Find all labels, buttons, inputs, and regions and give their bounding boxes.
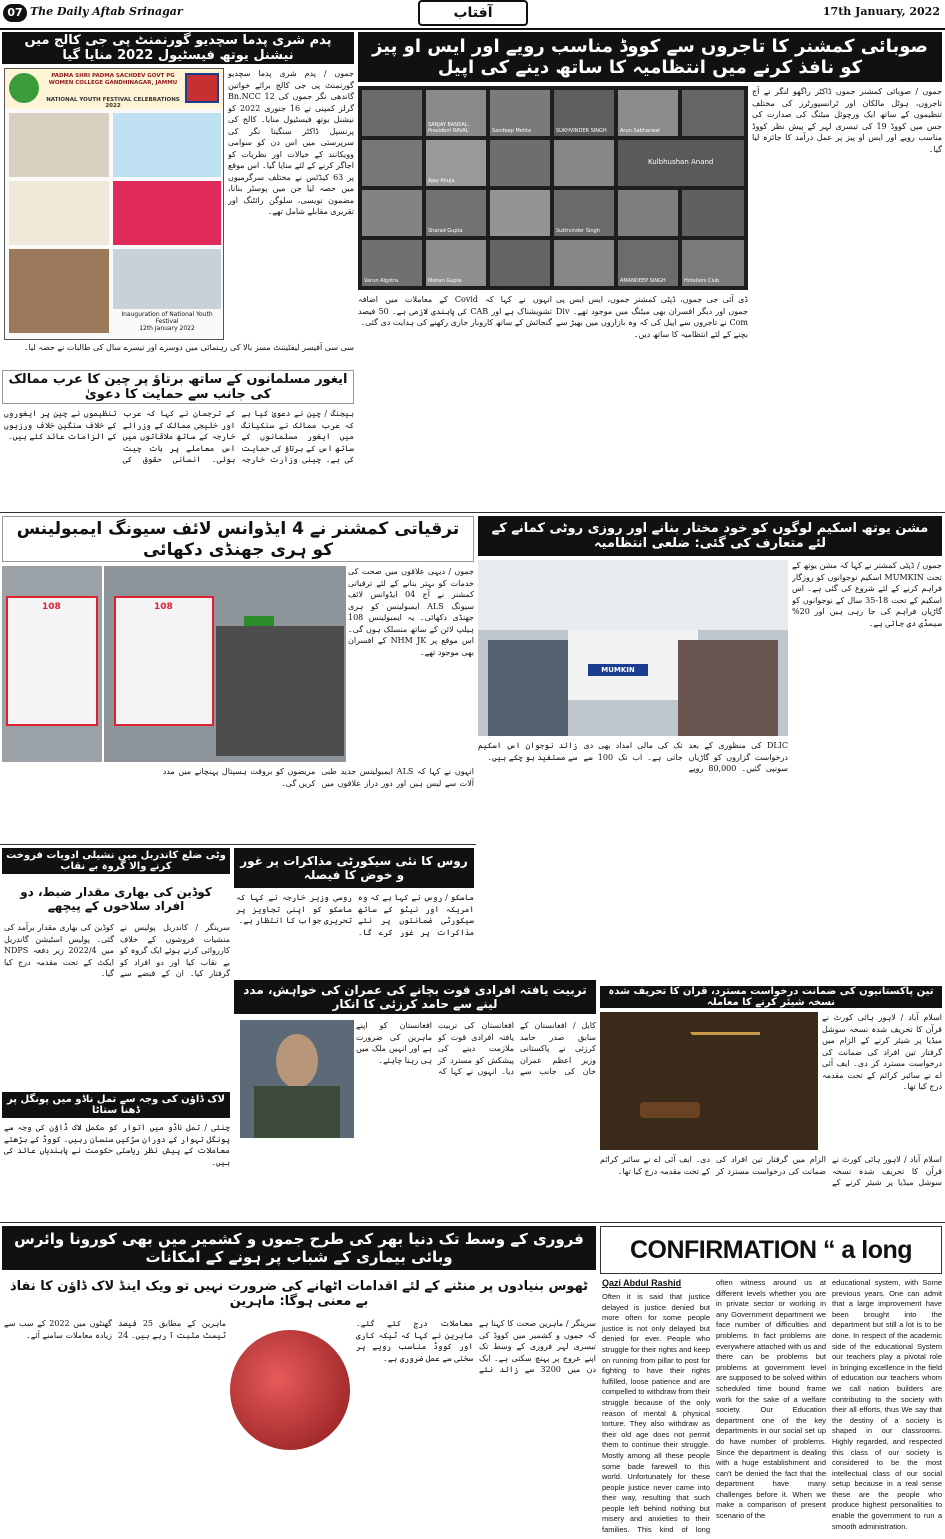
- ambulance-vehicle: [114, 596, 214, 726]
- covid-headline: فروری کے وسط تک دنیا بھر کی طرح جموں و کشمیر میں بھی کورونا وائرس وبائی بیماری کے شباب پر ہونے کے امکانات: [2, 1226, 596, 1270]
- poster-date: 12th January 2022: [139, 325, 195, 332]
- confirmation-headline: CONFIRMATION “ a long: [600, 1226, 942, 1274]
- drugs-headline: وٹی ضلع کاندربل میں نشیلی ادویات فروخت کرنے والا گروہ بے نقاب: [2, 848, 230, 874]
- div-com-headline: صوبائی کمشنر کا تاجروں سے کووڈ مناسب رویے اور ایس او پیز کو نافذ کرنے میں انتظامیہ کا ساتھ دینے کی اپیل: [358, 32, 942, 82]
- youth-festival-footer: سی سی آفیسر لیفٹیننٹ مسز بالا کی رہنمائی میں دوسرے اور تیسرے سال کی طالبات نے حصہ لیا۔: [23, 343, 354, 352]
- video-tile: [490, 140, 550, 186]
- video-tile-label: SANJAY BANSAL, President RAVAL: [428, 122, 470, 134]
- drugs-body: سرینگر / کاندربل پولیس نے منشیات فروشوں کے خلاف کارروائی کرتے ہوئے ایک گروہ کو بے نقاب کیا اور دو افراد کو گرفتار کیا۔ ان کے قبضے سے کوڈین کی بھاری مقدار برآمد کی گئی۔ پولیس اسٹیشن گاندربل میں 2022/4 زیر دفعہ NDPS ایکٹ کے تحت مقدمہ درج کیا گیا۔: [4, 923, 230, 978]
- pongal-headline: لاک ڈاؤن کی وجہ سے تمل ناڈو میں پونگل پر ڈھنا ستاٹا: [2, 1092, 230, 1118]
- video-tile-label: Sukhvinder Singh: [556, 228, 600, 234]
- div-com-body-column-1: جموں / صوبائی کمشنر جموں ڈاکٹر راگھو لنگر نے آج تاجروں، ہوٹل مالکان اور ٹرانسپورٹرز کی مختلف تنظیموں کے ساتھ ایک ورچوئل میٹنگ کی صدارت کی جس میں کووڈ 19 کی تیسری لہر کے پیش نظر کووڈ مناسب رویے اور ایس او پیز پر عمل درآمد کا جائزہ لیا گیا۔: [752, 87, 942, 154]
- video-tile-label: Arun Sabharwal: [620, 128, 660, 134]
- confirmation-column-2: often witness around us at different levels whether you are in private sector or working in any Government department we face number of difficulties and problems. In fact problems are everywhere attached with us and there can be problems but problems at government level are supposed to be solved within scheduled time bound frame work for the sake of a welfare society. Our Education department one of the key departments in our social set up do have number of problems. Since the department is dealing with a huge establishment and can't be denied the fact that the department have many challenges before it. When we make a comparison of present scenario of the: [716, 1278, 826, 1521]
- ambulance-photo-left: [2, 566, 102, 762]
- video-tile: [490, 90, 550, 136]
- poster-emblem-icon: [9, 73, 39, 103]
- video-tile-label: Mohan Gupta: [428, 278, 462, 284]
- poster-image-drawing: [9, 113, 109, 177]
- poster-image-inauguration: [113, 249, 221, 309]
- coronavirus-illustration: [230, 1330, 350, 1450]
- poster-caption: Inauguration of National Youth Festival: [121, 311, 213, 325]
- video-tile: [362, 240, 422, 286]
- video-tile: [426, 90, 486, 136]
- uyghur-headline: ایغور مسلمانوں کے ساتھ برتاؤ پر چین کا عرب ممالک کی جانب سے حمایت کا دعویٰ: [2, 370, 354, 404]
- video-tile: [362, 190, 422, 236]
- portrait-robe: [254, 1086, 340, 1138]
- video-tile-label: Kulbhushan Anand: [648, 158, 714, 166]
- video-tile: [618, 190, 678, 236]
- court-body: اسلام آباد / لاہور ہائی کورٹ نے قرآن کا تحریف شدہ نسخہ سوشل میڈیا پر شیئر کرنے کے الزام میں گرفتار تین افراد کی ضمانت کی درخواست مسترد کر دی۔ ایف آئی اے نے سائبر کرائم کے تحت مقدمہ درج کیا تھا۔: [600, 1155, 942, 1187]
- video-tile: [426, 140, 486, 186]
- video-tile: [682, 240, 744, 286]
- ambulance-body: جموں / دیہی علاقوں میں صحت کی خدمات کو بہتر بنانے کے لئے ترقیاتی کمشنر نے آج 04 ایڈوانس لائف سیونگ ALS ایمبولینس کو ہری جھنڈی دکھائی۔ یہ ایمبولینس 108 ہیلپ لائن کے ساتھ منسلک ہوں گی۔ اس موقع پر NHM JK کے افسران بھی موجود تھے۔: [348, 567, 474, 657]
- video-conference-grid: [358, 86, 748, 290]
- russia-headline: روس کا نئی سیکورٹی مذاکرات پر غور و خوض کا فیصلہ: [234, 848, 474, 888]
- video-tile: [618, 240, 678, 286]
- video-tile-label: Varun Algotra: [364, 278, 399, 284]
- poster-image-video-call: [9, 249, 109, 333]
- ambulance-number-label: 108: [154, 602, 173, 612]
- section-divider: [0, 1222, 945, 1223]
- karzai-headline: تربیت یافتہ افرادی قوت بچانے کی عمران کی خواہش، مدد لینے سے حامد کرزئی کا انکار: [234, 980, 596, 1014]
- mission-youth-body-lower: DLIC کی منظوری کے بعد درخواست گزاروں کو گاڑیاں سونپی گئیں۔ 80,000 روپے تک کی مالی امداد بھی دی جاتی ہے۔ اب تک 100 سے زائد نوجوان اس اسکیم سے مستفید ہو چکے ہیں۔: [478, 741, 788, 773]
- court-headline: تین پاکستانیوں کی ضمانت درخواست مسترد، قرآن کا تحریف شدہ نسخہ شیئر کرنے کا معاملہ: [600, 986, 942, 1008]
- video-tile: [554, 190, 614, 236]
- russia-body: ماسکو / روس نے کہا ہے کہ وہ امریکہ اور نیٹو کے ساتھ سیکورٹی ضمانتوں پر نئے مذاکرات پر غور کرے گا۔ روسی وزیر خارجہ نے کہا کہ ماسکو کو اپنی تجاویز پر تحریری جواب کا انتظار ہے۔: [236, 893, 474, 937]
- justice-scale-photo: [600, 1012, 818, 1150]
- drugs-subhead: کوڈین کی بھاری مقدار ضبط، دو افراد سلاخوں کے پیچھے: [20, 885, 212, 913]
- video-tile: [682, 90, 744, 136]
- mission-youth-headline: مشن یوتھ اسکیم لوگوں کو خود مختار بنانے اور روزی روٹی کمانے کے لئے متعارف کی گئی: ضلعی انتظامیہ: [478, 516, 942, 556]
- ambulance-headline: ترقیاتی کمشنر نے 4 ایڈوانس لائف سیونگ ایمبولینس کو ہری جھنڈی دکھائی: [2, 516, 474, 562]
- video-tile: [554, 90, 614, 136]
- poster-title: PADMA SHRI PADMA SACHDEV GOVT PG WOMEN COLLEGE GANDHINAGAR, JAMMU: [48, 73, 178, 86]
- youth-festival-poster: [4, 68, 224, 340]
- mumkin-banner: MUMKIN: [588, 664, 648, 676]
- portrait-head: [276, 1034, 318, 1088]
- karzai-body: کابل / افغانستان کے سابق صدر حامد کرزئی نے پاکستانی وزیر اعظم عمران خان کی جانب سے افغانستان کی تربیت یافتہ افرادی قوت کو ملازمت دینے کی پیشکش کو مسترد کر دیا۔ انہوں نے کہا کہ افغانستان کو اپنے ماہرین کی ضرورت ہے اور انہیں ملک میں ہی رہنا چاہئے۔: [356, 1021, 596, 1076]
- video-tile: [618, 140, 744, 186]
- poster-header-band: [5, 69, 224, 109]
- section-divider: [0, 512, 945, 513]
- masthead: [0, 0, 945, 30]
- confirmation-column-1: Often it is said that justice delayed is justice denied but more often for some people justice is not only delayed but denied for ever. People who struggle for their rights and keep on running from pillar to post for fighting to have their rights fulfilled, loose patience and are compelled to withdraw from their struggle because of the only reason of mental & physical torture. They also withdraw as their old age does not permit them to continue their struggle. Mostly among all these people some bade farewell to this world. Unfortunately for these people justice never came into their way, resulting that such people left behind nothing but misery and anxieties to their families. This kind of long: [602, 1292, 710, 1535]
- covid-body-left: ماہرین کے مطابق 25 فیصد ٹیسٹ مثبت آ رہے ہیں۔ 24 گھنٹوں میں 2022 کے سب سے زیادہ معاملات سامنے آئے۔: [4, 1319, 226, 1340]
- ambulance-photo-right: [104, 566, 346, 762]
- officials-group: [678, 640, 778, 736]
- scale-icon: [690, 1032, 760, 1122]
- video-tile: [362, 140, 422, 186]
- video-tile: [426, 190, 486, 236]
- video-tile: [362, 90, 422, 136]
- paper-name: The Daily Aftab Srinagar: [30, 5, 183, 18]
- video-tile-label: SUKHVINDER SINGH: [556, 128, 607, 134]
- div-com-body-column-2: ڈی آئی جی جموں، ڈپٹی کمشنر جموں، ایس ایس پی جموں اور دیگر افسران بھی میٹنگ میں موجود تھے۔ Div Com نے تاجروں سے اپیل کی کہ وہ بازاروں میں بھیڑ سے بچنے کے لئے انتظامیہ کا ساتھ دیں۔: [556, 295, 748, 339]
- youth-festival-headline: پدم شری پدما سچدیو گورنمنٹ پی جی کالج میں نیشنل یوتھ فیسٹیول 2022 منایا گیا: [2, 32, 354, 64]
- video-tile-label: Sharad Gupta: [428, 228, 463, 234]
- video-tile: [554, 140, 614, 186]
- uyghur-body: بیجنگ / چین نے دعویٰ کیا ہے کہ عرب ممالک نے سنکیانگ میں ایغور مسلمانوں کے ساتھ اس کے برتاؤ کی حمایت کی ہے۔ چینی وزارت خارجہ کے ترجمان نے کہا کہ عرب اور خلیجی ممالک کے وزرائے خارجہ کے ساتھ ملاقاتوں میں اس معاملے پر بات چیت ہوئی۔ انسانی حقوق کی تنظیموں نے چین پر ایغوروں کے خلاف سنگین خلاف ورزیوں کے الزامات عائد کئے ہیں۔: [4, 409, 354, 464]
- officials-group: [488, 640, 568, 736]
- youth-festival-body: جموں / پدم شری پدما سچدیو گورنمنٹ پی جی کالج برائے خواتین گاندھی نگر جموں کی Bn.NCC 12 گرلز کمپنی نے 16 جنوری 2022 کو نیشنل یوتھ فیسٹیول منایا۔ کالج کی پرنسپل ڈاکٹر سنگیتا نگر کی سرپرستی میں اس دن کو سوامی وویکانند کے خیالات اور نظریات کو اجاگر کرنے کے لئے منایا گیا۔ اس موقع پر 63 کیڈٹس نے مختلف سرگرمیوں میں حصہ لیا جن میں پوسٹر بنانا، مضمون نویسی، سلوگن رائٹنگ اور تقریری مقابلے شامل تھے۔: [228, 69, 354, 216]
- poster-subtitle: NATIONAL YOUTH FESTIVAL CELEBRATIONS 2022: [46, 97, 180, 107]
- poster-image-rangoli: [113, 181, 221, 245]
- video-tile: [682, 190, 744, 236]
- ambulance-body-lower: انہوں نے کہا کہ ALS ایمبولینس جدید طبی آلات سے لیس ہیں اور دور دراز علاقوں میں مریضوں کو بروقت ہسپتال پہنچانے میں مدد کریں گی۔: [162, 767, 474, 788]
- video-tile: [618, 90, 678, 136]
- issue-date: 17th January, 2022: [822, 5, 940, 18]
- masthead-logo: آفتاب: [418, 0, 528, 26]
- div-com-body-column-3: انہوں نے کہا کہ Covid کے معاملات میں اضافہ تشویشناک ہے اور CAB کی پابندی لازمی ہے۔ 50 فیصد گنجائش کے ساتھ کاروبار جاری رکھنے کی ہدایت دی گئی۔: [358, 295, 552, 327]
- page-number-badge: 07: [3, 4, 27, 22]
- confirmation-byline: Qazi Abdul Rashid: [602, 1278, 682, 1288]
- mission-youth-photo: [478, 560, 788, 736]
- poster-image-yoga: [9, 181, 109, 245]
- gavel-icon: [640, 1102, 700, 1118]
- building-background: [478, 560, 788, 630]
- covid-body-right: سرینگر / ماہرین صحت کا کہنا ہے کہ جموں و کشمیر میں کووڈ کی تیسری لہر فروری کے وسط تک اپنے عروج پر پہنچ سکتی ہے۔ ایک دن میں 3200 سے زائد نئے معاملات درج کئے گئے۔ ماہرین نے کہا کہ ٹیکہ کاری اور کووڈ مناسب رویے پر سختی سے عمل ضروری ہے۔: [356, 1319, 596, 1374]
- video-tile-label: AMANDEEP SINGH: [620, 278, 666, 284]
- video-tile-label: Ajay Ahuja: [428, 178, 455, 184]
- ncc-emblem-icon: [185, 73, 219, 103]
- ambulance-number-label: 108: [42, 602, 61, 612]
- court-body-side: اسلام آباد / لاہور ہائی کورٹ نے قرآن کا تحریف شدہ نسخہ سوشل میڈیا پر شیئر کرنے کے الزام میں گرفتار تین افراد کی ضمانت کی درخواست مسترد کر دی۔ ایف آئی اے نے سائبر کرائم کے تحت مقدمہ درج کیا تھا۔: [822, 1013, 942, 1091]
- video-tile: [426, 240, 486, 286]
- video-tile: [490, 190, 550, 236]
- section-divider: [0, 844, 476, 845]
- video-tile-label: Sandeep Mehta: [492, 128, 532, 134]
- poster-image-slogan: [113, 113, 221, 177]
- confirmation-column-3: educational system, with Some previous years. One can admit that a large improvement have been brought into the department but still a lot is to be done. In respect of the academic side of the educational System our teachers play a pivotal role in bringing excellence in the field of education our teachers whom we call nation builders are contributing to the society with their all efforts, thus We say that the destiny of a society is shaped in our classrooms. Highly regarded, and respected this class of our society is considered to be the most intellectual class of our social setup because in a real sense these are the people who produce highest personalities to enable the government to run a smooth administration.: [832, 1278, 942, 1531]
- video-tile: [490, 240, 550, 286]
- video-tile: [554, 240, 614, 286]
- pongal-body: چنئی / تمل ناڈو میں اتوار کو مکمل لاک ڈاؤن کی وجہ سے پونگل تہوار کے دوران سڑکیں سنسان رہیں۔ کووڈ کے بڑھتے معاملات کے پیش نظر ریاستی حکومت نے پابندیاں عائد کی ہیں۔: [4, 1123, 230, 1167]
- officials-group: [216, 626, 344, 756]
- karzai-photo: [240, 1020, 354, 1138]
- video-tile-label: Hoteliers Club: [684, 278, 720, 284]
- covid-subhead: ٹھوس بنیادوں پر منٹنے کے لئے اقدامات اٹھانے کی ضرورت نہیں تو ویک اینڈ لاک ڈاؤن کا نفاذ بے معنی ہوگا: ماہرین: [9, 1279, 589, 1309]
- ambulance-vehicle: [6, 596, 98, 726]
- mission-youth-body: جموں / ڈپٹی کمشنر نے کہا کہ مشن یوتھ کے تحت MUMKIN اسکیم نوجوانوں کو روزگار فراہم کرنے کے لئے شروع کی گئی ہے۔ اس اسکیم کے تحت 18-35 سال کے نوجوانوں کو گاڑیاں فراہم کی جا رہی ہیں اور 20% سبسڈی دی جاتی ہے۔: [792, 561, 942, 628]
